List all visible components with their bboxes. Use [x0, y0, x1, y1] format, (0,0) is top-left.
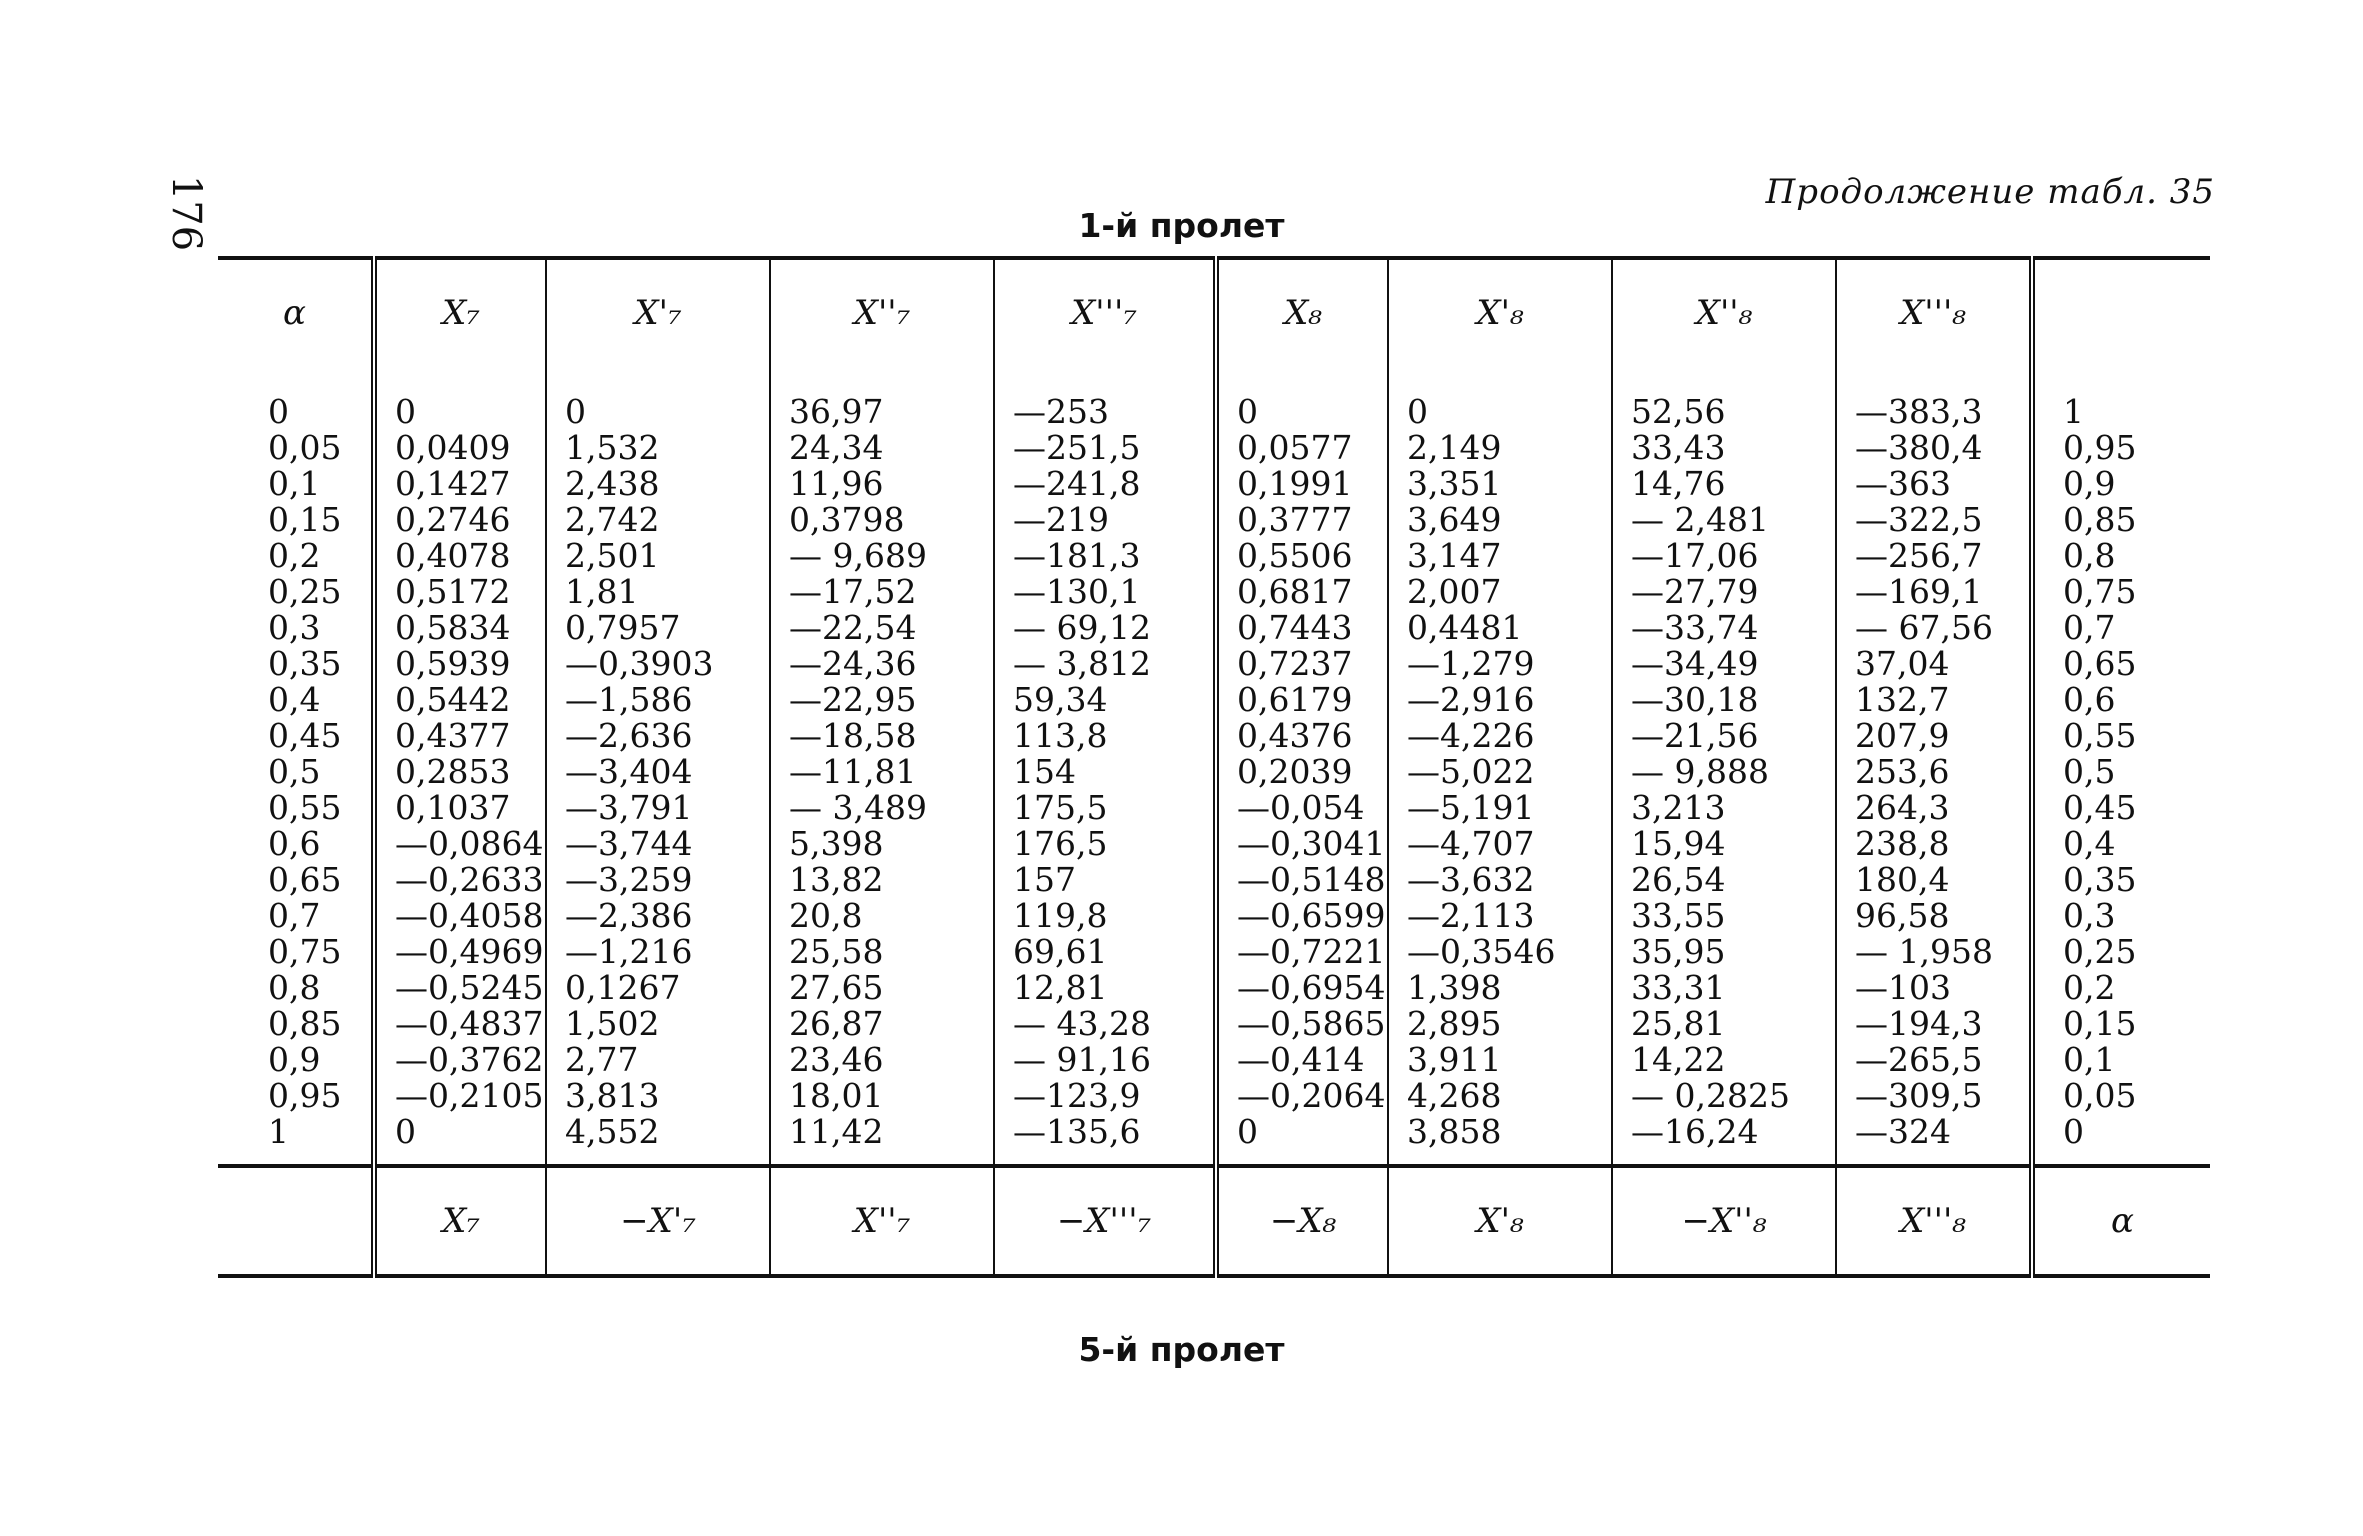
header-top-x8p: X'₈ — [1388, 258, 1612, 366]
column-alpha-right: 1 0,95 0,9 0,85 0,8 0,75 0,7 0,65 0,6 0,55 0,5 0,45 0,4 0,35 0,3 0,25 0,2 0,15 0,1 0,05 0 — [2032, 366, 2210, 1166]
table-body-row — [218, 366, 2210, 1166]
header-bottom-x7pp: X''₇ — [770, 1166, 994, 1276]
header-row-bottom — [218, 1166, 2210, 1276]
column-alpha: 0 0,05 0,1 0,15 0,2 0,25 0,3 0,35 0,4 0,45 0,5 0,55 0,6 0,65 0,7 0,75 0,8 0,85 0,9 0,95 1 — [268, 392, 342, 1151]
column-x8-triple-prime: —383,3 —380,4 —363 —322,5 —256,7 —169,1 — 67,56 37,04 132,7 207,9 253,6 264,3 238,8 180,4 96,58 — 1,958 —103 —194,3 —265,5 —309,5 —324 — [1836, 366, 2032, 1166]
header-top-x8ppp: X'''₈ — [1836, 258, 2032, 366]
header-bottom-neg-x7p: −X'₇ — [546, 1166, 770, 1276]
column-x8: 0 0,0577 0,1991 0,3777 0,5506 0,6817 0,7443 0,7237 0,6179 0,4376 0,2039 —0,054 —0,3041 —0,5148 —0,6599 —0,7221 —0,6954 —0,5865 —0,414 —0,2064 0 — [1216, 366, 1388, 1166]
header-row-top — [218, 258, 2210, 366]
header-bottom-x7: X₇ — [374, 1166, 546, 1276]
data-table — [218, 256, 2210, 1278]
column-x7-double-prime: 36,97 24,34 11,96 0,3798 — 9,689 —17,52 —22,54 —24,36 —22,95 —18,58 —11,81 — 3,489 5,398 13,82 20,8 25,58 27,65 26,87 23,46 18,01 11,42 — [770, 366, 994, 1166]
page-number: 176 — [163, 174, 210, 252]
header-top-alpha: α — [283, 293, 306, 333]
header-bottom-neg-x7ppp: −X'''₇ — [994, 1166, 1216, 1276]
column-x7-prime: 0 1,532 2,438 2,742 2,501 1,81 0,7957 —0,3903 —1,586 —2,636 —3,404 —3,791 —3,744 —3,259 —2,386 —1,216 0,1267 1,502 2,77 3,813 4,552 — [546, 366, 770, 1166]
header-bottom-x8p: X'₈ — [1388, 1166, 1612, 1276]
header-top-x7ppp: X'''₇ — [994, 258, 1216, 366]
header-top-x7pp: X''₇ — [770, 258, 994, 366]
column-x7-triple-prime: —253 —251,5 —241,8 —219 —181,3 —130,1 — 69,12 — 3,812 59,34 113,8 154 175,5 176,5 157 119,8 69,61 12,81 — 43,28 — 91,16 —123,9 —135,6 — [994, 366, 1216, 1166]
header-top-blank — [2032, 258, 2210, 366]
table-continuation-label: Продолжение табл. 35 — [1765, 172, 2215, 212]
column-x8-double-prime: 52,56 33,43 14,76 — 2,481 —17,06 —27,79 —33,74 —34,49 —30,18 —21,56 — 9,888 3,213 15,94 26,54 33,55 35,95 33,31 25,81 14,22 — 0,2825 —16,24 — [1612, 366, 1836, 1166]
header-top-x8pp: X''₈ — [1612, 258, 1836, 366]
header-bottom-alpha: α — [2032, 1166, 2210, 1276]
column-x8-prime: 0 2,149 3,351 3,649 3,147 2,007 0,4481 —1,279 —2,916 —4,226 —5,022 —5,191 —4,707 —3,632 —2,113 —0,3546 1,398 2,895 3,911 4,268 3,858 — [1388, 366, 1612, 1166]
header-bottom-neg-x8pp: −X''₈ — [1612, 1166, 1836, 1276]
header-top-x7: X₇ — [374, 258, 546, 366]
header-bottom-blank — [218, 1166, 374, 1276]
header-top-x7p: X'₇ — [546, 258, 770, 366]
caption-bottom: 5-й пролет — [1078, 1330, 1285, 1369]
header-top-x8: X₈ — [1216, 258, 1388, 366]
column-x7: 0 0,0409 0,1427 0,2746 0,4078 0,5172 0,5834 0,5939 0,5442 0,4377 0,2853 0,1037 —0,0864 —0,2633 —0,4058 —0,4969 —0,5245 —0,4837 —0,3762 —0,2105 0 — [374, 366, 546, 1166]
header-bottom-x8ppp: X'''₈ — [1836, 1166, 2032, 1276]
caption-top: 1-й пролет — [1078, 206, 1285, 245]
header-bottom-neg-x8: −X₈ — [1216, 1166, 1388, 1276]
